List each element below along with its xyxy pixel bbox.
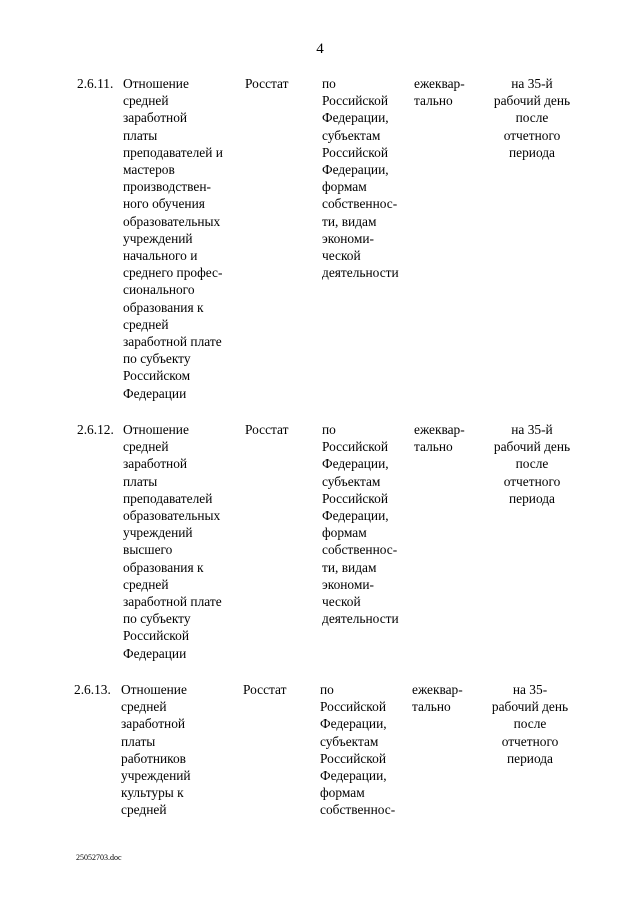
text-line: заработной	[123, 456, 188, 472]
text-line: заработной	[121, 716, 186, 732]
text-line: рабочий день	[493, 93, 571, 109]
text-line: средней	[121, 802, 167, 818]
text-line: Российской	[320, 699, 386, 715]
text-line: после	[515, 110, 549, 126]
text-line: Российской	[322, 439, 388, 455]
text-line: периода	[508, 144, 556, 160]
text-line: средней	[121, 699, 167, 715]
text-line: формам	[322, 179, 367, 195]
text-line: ческой	[322, 594, 361, 610]
text-line: собственнос-	[322, 542, 398, 558]
text-line: преподавателей	[123, 490, 213, 506]
text-line: платы	[121, 733, 156, 749]
text-line: отчетного	[503, 127, 561, 143]
text-line: субъектам	[322, 127, 381, 143]
text-line: по	[322, 76, 336, 91]
text-line: учреждений	[121, 768, 191, 784]
text-line: учреждений	[123, 525, 193, 541]
data-source: Росстат	[245, 76, 289, 91]
text-line: Федерации,	[320, 716, 387, 732]
data-breakdown	[322, 75, 399, 281]
text-line: средней	[123, 93, 169, 109]
text-line: образования к	[123, 299, 204, 315]
text-line: Отношение	[121, 682, 187, 697]
reporting-frequency	[412, 681, 463, 715]
text-line: Российском	[123, 368, 191, 384]
text-line: Российской	[322, 93, 388, 109]
text-line: рабочий день	[491, 699, 569, 715]
text-line: ти, видам	[322, 559, 377, 575]
text-line: отчетного	[501, 733, 559, 749]
text-line: платы	[123, 127, 158, 143]
text-line: субъектам	[320, 733, 379, 749]
reporting-deadline	[482, 681, 578, 767]
text-line: производствен-	[123, 179, 211, 195]
text-line: Федерации,	[322, 110, 389, 126]
text-line: работников	[121, 750, 186, 766]
data-source: Росстат	[243, 682, 287, 697]
reporting-frequency	[414, 75, 465, 109]
text-line: субъектам	[322, 473, 381, 489]
text-line: Российской	[123, 628, 189, 644]
text-line: периода	[508, 490, 556, 506]
text-line: учреждений	[123, 230, 193, 246]
text-line: культуры к	[121, 785, 184, 801]
indicator-name	[121, 681, 191, 819]
text-line: деятельности	[322, 265, 399, 281]
text-line: Федерации,	[322, 508, 389, 524]
text-line: формам	[322, 525, 367, 541]
text-line: Федерации	[123, 385, 187, 401]
text-line: средней	[123, 439, 169, 455]
text-line: ного обучения	[123, 196, 205, 212]
indicator-number: 2.6.11.	[77, 76, 114, 91]
reporting-deadline	[484, 75, 580, 161]
text-line: на 35-й	[511, 76, 553, 91]
text-line: заработной плате	[123, 334, 222, 350]
data-source: Росстат	[245, 422, 289, 437]
text-line: платы	[123, 473, 158, 489]
text-line: заработной плате	[123, 594, 222, 610]
page-number: 4	[316, 41, 324, 57]
text-line: ежеквар-	[414, 76, 465, 91]
text-line: тально	[414, 439, 453, 455]
text-line: Федерации	[123, 645, 187, 661]
text-line: среднего профес-	[123, 265, 223, 281]
data-breakdown	[322, 421, 399, 627]
text-line: образовательных	[123, 508, 221, 524]
text-line: высшего	[123, 542, 173, 558]
text-line: по субъекту	[123, 351, 191, 367]
text-line: тально	[412, 699, 451, 715]
text-line: экономи-	[322, 576, 374, 592]
text-line: тально	[414, 93, 453, 109]
text-line: по	[322, 422, 336, 437]
text-line: заработной	[123, 110, 188, 126]
text-line: образования к	[123, 559, 204, 575]
text-line: после	[513, 716, 547, 732]
text-line: сионального	[123, 282, 195, 298]
text-line: на 35-	[512, 682, 548, 697]
text-line: средней	[123, 316, 169, 332]
text-line: образовательных	[123, 213, 221, 229]
text-line: преподавателей и	[123, 144, 223, 160]
text-line: деятельности	[322, 611, 399, 627]
text-line: Отношение	[123, 422, 189, 437]
text-line: отчетного	[503, 473, 561, 489]
reporting-deadline	[484, 421, 580, 507]
text-line: после	[515, 456, 549, 472]
text-line: мастеров	[123, 162, 175, 178]
text-line: экономи-	[322, 230, 374, 246]
text-line: ти, видам	[322, 213, 377, 229]
text-line: Российской	[322, 490, 388, 506]
text-line: рабочий день	[493, 439, 571, 455]
text-line: начального и	[123, 248, 198, 264]
text-line: ежеквар-	[412, 682, 463, 697]
text-line: формам	[320, 785, 365, 801]
indicator-number: 2.6.13.	[74, 682, 111, 697]
text-line: средней	[123, 576, 169, 592]
text-line: ежеквар-	[414, 422, 465, 437]
text-line: Российской	[320, 750, 386, 766]
document-file-name: 25052703.doc	[76, 853, 122, 862]
reporting-frequency	[414, 421, 465, 455]
text-line: ческой	[322, 248, 361, 264]
text-line: на 35-й	[511, 422, 553, 437]
text-line: Федерации,	[322, 162, 389, 178]
text-line: Федерации,	[322, 456, 389, 472]
text-line: по субъекту	[123, 611, 191, 627]
indicator-name	[123, 421, 222, 662]
data-breakdown	[320, 681, 395, 819]
text-line: собственнос-	[322, 196, 398, 212]
text-line: собственнос-	[320, 802, 396, 818]
text-line: Отношение	[123, 76, 189, 91]
text-line: Российской	[322, 144, 388, 160]
indicator-number: 2.6.12.	[77, 422, 114, 437]
text-line: Федерации,	[320, 768, 387, 784]
text-line: периода	[506, 750, 554, 766]
text-line: по	[320, 682, 334, 697]
indicator-name	[123, 75, 223, 402]
